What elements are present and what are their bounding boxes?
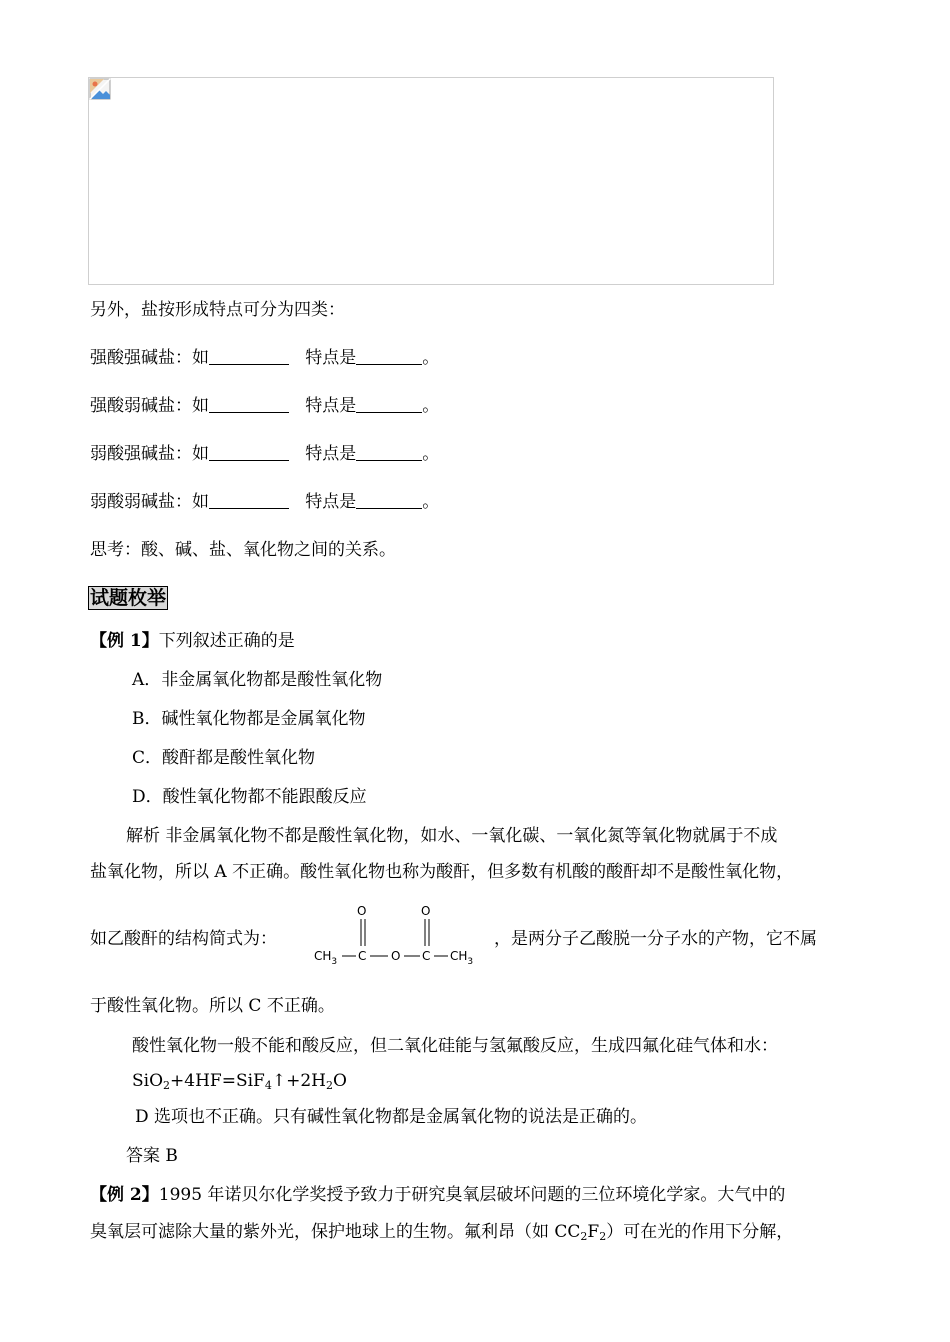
- answer-blank[interactable]: [209, 396, 289, 413]
- example-label: 【例 2】: [90, 1185, 159, 1205]
- option-d: D．酸性氧化物都不能跟酸反应: [132, 787, 367, 807]
- answer-blank[interactable]: [356, 492, 422, 509]
- example2-text: 臭氧层可滤除大量的紫外光，保护地球上的生物。氟利昂（如 CC: [90, 1222, 581, 1242]
- option-a: A．非金属氧化物都是酸性氧化物: [132, 670, 383, 690]
- subscript: 2: [599, 1230, 607, 1243]
- answer-blank[interactable]: [209, 348, 289, 365]
- feature-label: 特点是: [305, 492, 357, 512]
- salt-type: 强酸强碱盐：如: [90, 348, 209, 368]
- eq-subscript: 2: [163, 1079, 171, 1092]
- thinking-prompt: 思考：酸、碱、盐、氧化物之间的关系。: [90, 540, 396, 560]
- eq-part: O: [332, 1071, 347, 1091]
- carbon-label: C: [422, 949, 431, 963]
- oxygen-label: O: [421, 904, 431, 918]
- salt-intro: 另外，盐按形成特点可分为四类：: [90, 300, 345, 320]
- answer-text: 答案 B: [126, 1146, 178, 1166]
- example1-question: [90, 630, 295, 652]
- subscript: 2: [580, 1230, 588, 1243]
- feature-label: 特点是: [305, 348, 357, 368]
- section-heading: 试题枚举: [90, 587, 167, 609]
- example2-line: [90, 1184, 785, 1206]
- image-placeholder: [88, 77, 774, 285]
- eq-part: +4HF=SiF: [170, 1071, 265, 1091]
- example2-line: [90, 1221, 793, 1243]
- answer-blank[interactable]: [356, 444, 422, 461]
- answer-blank[interactable]: [209, 444, 289, 461]
- option-b: B．碱性氧化物都是金属氧化物: [132, 709, 366, 729]
- example2-text: ）可在光的作用下分解，: [606, 1222, 794, 1242]
- feature-label: 特点是: [305, 396, 357, 416]
- eq-part: SiO: [132, 1071, 164, 1091]
- salt-row: [90, 491, 439, 513]
- section-heading-wrap: [88, 587, 168, 610]
- analysis-text: 酸性氧化物一般不能和酸反应，但二氧化硅能与氢氟酸反应，生成四氟化硅气体和水：: [132, 1036, 778, 1056]
- answer-blank[interactable]: [209, 492, 289, 509]
- methyl-group: $CH_3$: [314, 949, 338, 967]
- eq-subscript: 2: [325, 1079, 333, 1092]
- chemical-equation: [132, 1070, 347, 1092]
- bridge-oxygen: O: [391, 949, 401, 963]
- salt-row: [90, 395, 439, 417]
- analysis-text: ，是两分子乙酸脱一分子水的产物，它不属: [494, 929, 817, 949]
- answer-blank[interactable]: [356, 348, 422, 365]
- analysis-text: 解析 非金属氧化物不都是酸性氧化物，如水、一氧化碳、一氧化氮等氧化物就属于不成: [126, 826, 778, 846]
- broken-image-icon: [89, 78, 111, 100]
- option-c: C．酸酐都是酸性氧化物: [132, 748, 316, 768]
- analysis-text: 如乙酸酐的结构简式为：: [90, 929, 277, 949]
- period: 。: [422, 444, 440, 464]
- question-text: 下列叙述正确的是: [158, 631, 295, 651]
- analysis-text: 于酸性氧化物。所以 C 不正确。: [90, 996, 335, 1016]
- eq-subscript: 4: [264, 1079, 272, 1092]
- oxygen-label: O: [357, 904, 367, 918]
- answer-blank[interactable]: [356, 396, 422, 413]
- example2-text: 1995 年诺贝尔化学奖授予致力于研究臭氧层破坏问题的三位环境化学家。大气中的: [158, 1185, 786, 1205]
- period: 。: [422, 396, 440, 416]
- feature-label: 特点是: [305, 444, 357, 464]
- salt-row: [90, 443, 439, 465]
- methyl-group: $CH_3$: [450, 949, 474, 967]
- salt-type: 弱酸强碱盐：如: [90, 444, 209, 464]
- period: 。: [422, 348, 440, 368]
- analysis-text: D 选项也不正确。只有碱性氧化物都是金属氧化物的说法是正确的。: [135, 1107, 648, 1127]
- example2-text: F: [587, 1222, 600, 1242]
- analysis-text: 盐氧化物，所以 A 不正确。酸性氧化物也称为酸酐，但多数有机酸的酸酐却不是酸性氧化物，: [90, 862, 794, 882]
- period: 。: [422, 492, 440, 512]
- salt-type: 强酸弱碱盐：如: [90, 396, 209, 416]
- eq-part: ↑+2H: [271, 1071, 326, 1091]
- carbon-label: C: [358, 949, 367, 963]
- example-label: 【例 1】: [90, 631, 159, 651]
- salt-row: [90, 347, 439, 369]
- acetic-anhydride-structure: [308, 900, 480, 976]
- salt-type: 弱酸弱碱盐：如: [90, 492, 209, 512]
